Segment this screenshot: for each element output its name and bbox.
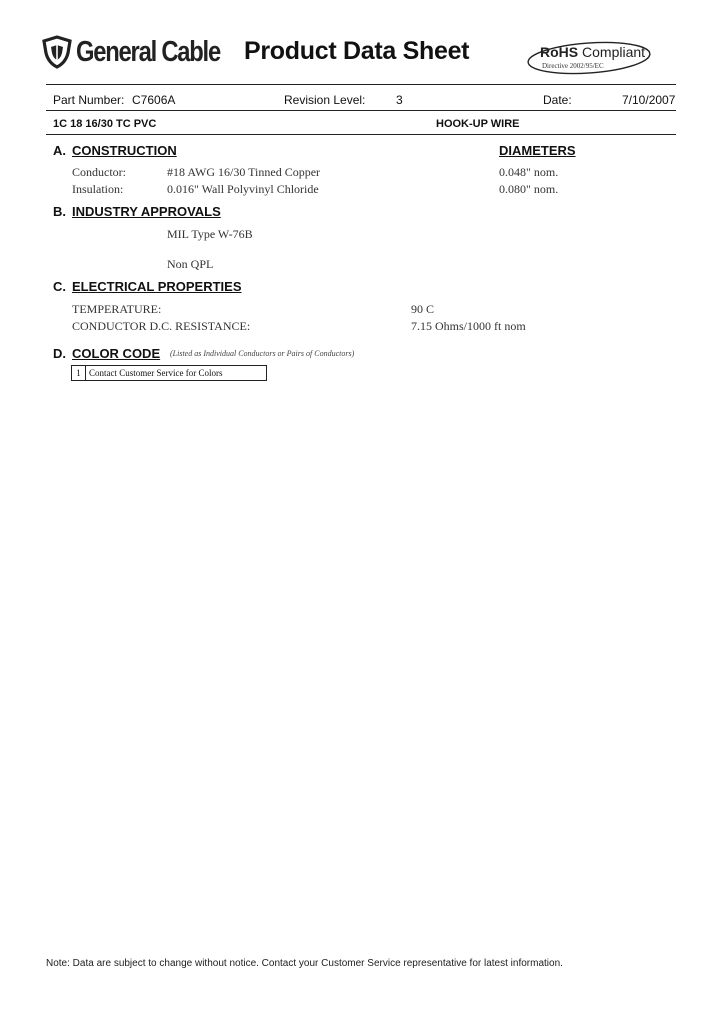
- section-b-letter: B.: [53, 204, 66, 219]
- page-title: Product Data Sheet: [244, 37, 470, 65]
- temperature-value: 90 C: [411, 302, 435, 316]
- conductor-label: Conductor:: [72, 165, 126, 179]
- diameters-title: DIAMETERS: [499, 143, 576, 158]
- brand-name: General Cable: [76, 35, 220, 68]
- subheader-rule: [46, 134, 676, 135]
- insulation-value: 0.016" Wall Polyvinyl Chloride: [167, 182, 319, 196]
- resistance-label: CONDUCTOR D.C. RESISTANCE:: [72, 319, 251, 333]
- section-b-title: INDUSTRY APPROVALS: [72, 204, 221, 219]
- color-code-number: 1: [72, 366, 86, 380]
- color-code-table: [71, 365, 267, 381]
- product-category: HOOK-UP WIRE: [436, 118, 520, 130]
- footer-note: Note: Data are subject to change without notice. Contact your Customer Service representative for latest information.: [46, 958, 563, 969]
- revision-value: 3: [396, 93, 403, 107]
- date-label: Date:: [543, 93, 572, 107]
- meta-rule: [46, 110, 676, 111]
- color-code-text: Contact Customer Service for Colors: [89, 368, 223, 378]
- insulation-diameter: 0.080" nom.: [499, 182, 559, 196]
- resistance-value: 7.15 Ohms/1000 ft nom: [411, 319, 526, 333]
- temperature-label: TEMPERATURE:: [72, 302, 162, 316]
- header-rule: [46, 84, 676, 85]
- brand-logo: [42, 34, 252, 70]
- insulation-label: Insulation:: [72, 182, 124, 196]
- approval-item: MIL Type W-76B: [167, 227, 253, 241]
- rohs-badge: [526, 40, 652, 76]
- section-c-letter: C.: [53, 279, 66, 294]
- section-a-title: CONSTRUCTION: [72, 143, 177, 158]
- rohs-strong: RoHS: [540, 44, 579, 60]
- section-c-title: ELECTRICAL PROPERTIES: [72, 279, 242, 294]
- general-cable-logo-icon: [42, 35, 72, 69]
- section-d-title: COLOR CODE: [72, 346, 161, 361]
- rohs-word: Compliant: [582, 44, 646, 60]
- date-value: 7/10/2007: [622, 93, 676, 107]
- color-code-note: (Listed as Individual Conductors or Pairs of Conductors): [170, 349, 355, 358]
- part-number-value: C7606A: [132, 93, 176, 107]
- conductor-diameter: 0.048" nom.: [499, 165, 559, 179]
- part-number-label: Part Number:: [53, 93, 125, 107]
- approval-item: Non QPL: [167, 257, 214, 271]
- product-description: 1C 18 16/30 TC PVC: [53, 118, 157, 130]
- section-a-letter: A.: [53, 143, 66, 158]
- conductor-value: #18 AWG 16/30 Tinned Copper: [167, 165, 321, 179]
- rohs-label: [540, 44, 645, 60]
- section-d-letter: D.: [53, 346, 66, 361]
- revision-label: Revision Level:: [284, 93, 366, 107]
- rohs-directive: Directive 2002/95/EC: [542, 62, 604, 70]
